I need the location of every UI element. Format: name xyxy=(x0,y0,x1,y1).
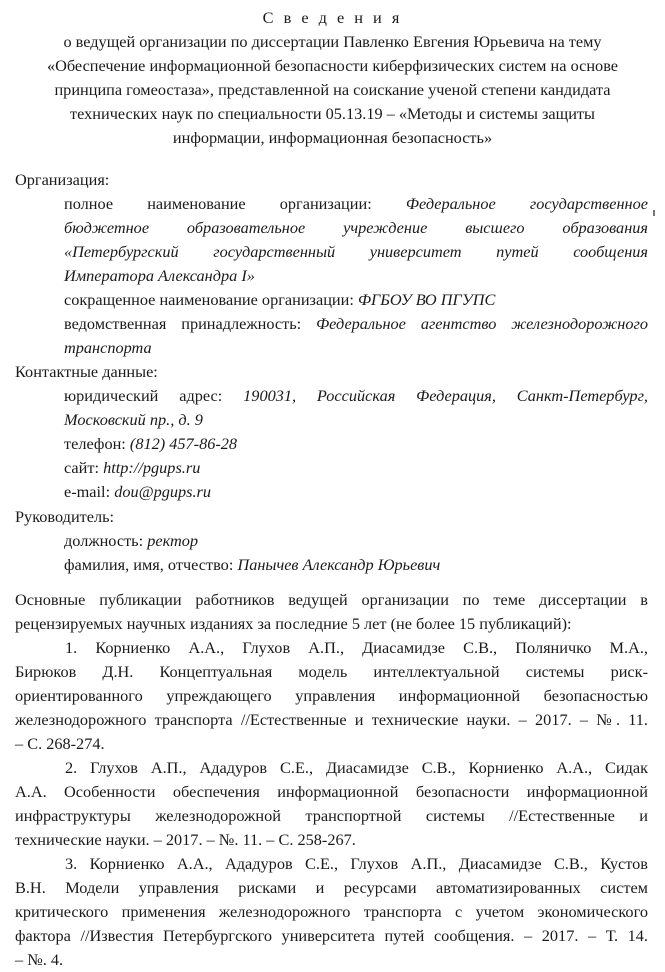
publication-line: ориентированного упреждающего управления информационной безопасностью xyxy=(15,686,648,705)
contacts-phone xyxy=(64,432,648,456)
scan-artifact xyxy=(653,210,655,216)
org-full-name-line-3: «Петербургский государственный университет путей сообщения xyxy=(64,242,648,261)
contacts-email-label: e-mail: xyxy=(64,482,111,501)
publication-line: – С. 268-274. xyxy=(15,734,105,753)
org-full-name-line-4: Императора Александра I» xyxy=(64,266,255,285)
org-full-name-line-1 xyxy=(64,192,648,216)
publication-line: 1. Корниенко А.А., Глухов А.П., Диасамидзе С.В., Поляничко М.А., xyxy=(65,638,648,657)
org-dept-label: ведомственная принадлежность: xyxy=(64,314,302,333)
contacts-address-line-1 xyxy=(64,384,648,408)
publication-line: инфраструктуры железнодорожной транспортной системы //Естественные и xyxy=(15,806,648,825)
org-short-name-label: сокращенное наименование организации: xyxy=(64,290,354,309)
header-line: технических наук по специальности 05.13.19 – «Методы и системы защиты xyxy=(70,104,595,123)
publication-item xyxy=(15,636,648,756)
contacts-address-label: юридический адрес: xyxy=(64,386,223,405)
head-name-value: Панычев Александр Юрьевич xyxy=(237,555,441,574)
org-dept-value: Федеральное агентство железнодорожного xyxy=(316,314,648,333)
publication-line: 2. Глухов А.П., Ададуров С.Е., Диасамидзе С.В., Корниенко А.А., Сидак xyxy=(65,758,648,777)
head-position-label: должность: xyxy=(64,531,144,550)
publication-line: В.Н. Модели управления рисками и ресурсами автоматизированных систем xyxy=(15,878,648,897)
contacts-label: Контактные данные: xyxy=(15,362,158,381)
head-label: Руководитель: xyxy=(15,507,115,526)
document-header xyxy=(0,6,665,150)
org-short-name-value: ФГБОУ ВО ПГУПС xyxy=(357,290,496,309)
header-line: принципа гомеостаза», представленной на соискание ученой степени кандидата xyxy=(54,80,611,99)
document-heading: С в е д е н и я xyxy=(262,8,403,27)
header-line: информации, информационная безопасность» xyxy=(172,128,493,147)
publication-item xyxy=(15,852,648,972)
publication-line: Бирюков Д.Н. Концептуальная модель интеллектуальной системы риск- xyxy=(15,662,648,681)
head-position xyxy=(64,529,648,553)
contacts-site xyxy=(64,456,648,480)
org-full-name-value: Федеральное государственное xyxy=(405,194,648,213)
contacts-phone-value: (812) 457-86-28 xyxy=(129,434,238,453)
organization-label: Организация: xyxy=(15,170,110,189)
publication-item xyxy=(15,756,648,852)
org-full-name-line-2: бюджетное образовательное учреждение высшего образования xyxy=(64,218,648,237)
contacts-email-link[interactable]: dou@pgups.ru xyxy=(114,482,212,501)
org-full-name-label: полное наименование организации: xyxy=(64,194,372,213)
header-line: «Обеспечение информационной безопасности киберфизических систем на основе xyxy=(46,56,619,75)
publication-line: железнодорожного транспорта //Естественные и технические науки. – 2017. – №. 11. xyxy=(15,710,648,729)
publication-line: 3. Корниенко А.А., Ададуров С.Е., Глухов А.П., Диасамидзе С.В., Кустов xyxy=(65,854,648,873)
publication-line: технические науки. – 2017. – №. 11. – С. 258-267. xyxy=(15,830,356,849)
contacts-site-label: сайт: xyxy=(64,458,100,477)
header-line: о ведущей организации по диссертации Павленко Евгения Юрьевича на тему xyxy=(63,32,602,51)
publications-intro xyxy=(15,588,648,636)
org-dept-line-2: транспорта xyxy=(64,338,152,357)
publication-line: фактора //Известия Петербургского университета путей сообщения. – 2017. – Т. 14. xyxy=(15,926,648,945)
contacts-address-value: 190031, Российская Федерация, Санкт-Петербург, xyxy=(243,386,648,405)
contacts-site-link[interactable]: http://pgups.ru xyxy=(103,458,201,477)
head-position-value: ректор xyxy=(147,531,199,550)
head-name xyxy=(64,553,648,577)
org-short-name xyxy=(64,288,648,312)
publication-line: А.А. Особенности обеспечения информационной безопасности информационной xyxy=(15,782,648,801)
publications-intro-line: рецензируемых научных изданиях за последние 5 лет (не более 15 публикаций): xyxy=(15,614,572,633)
publication-line: – №. 4. xyxy=(15,950,64,969)
publications-intro-line: Основные публикации работников ведущей организации по теме диссертации в xyxy=(15,590,648,609)
publications-section xyxy=(15,588,648,972)
contacts-email xyxy=(64,480,648,504)
publication-line: критического применения железнодорожного транспорта с учетом экономического xyxy=(15,902,648,921)
contacts-phone-label: телефон: xyxy=(64,434,126,453)
contacts-address-line-2: Московский пр., д. 9 xyxy=(64,410,203,429)
head-name-label: фамилия, имя, отчество: xyxy=(64,555,234,574)
org-dept-line-1 xyxy=(64,312,648,336)
